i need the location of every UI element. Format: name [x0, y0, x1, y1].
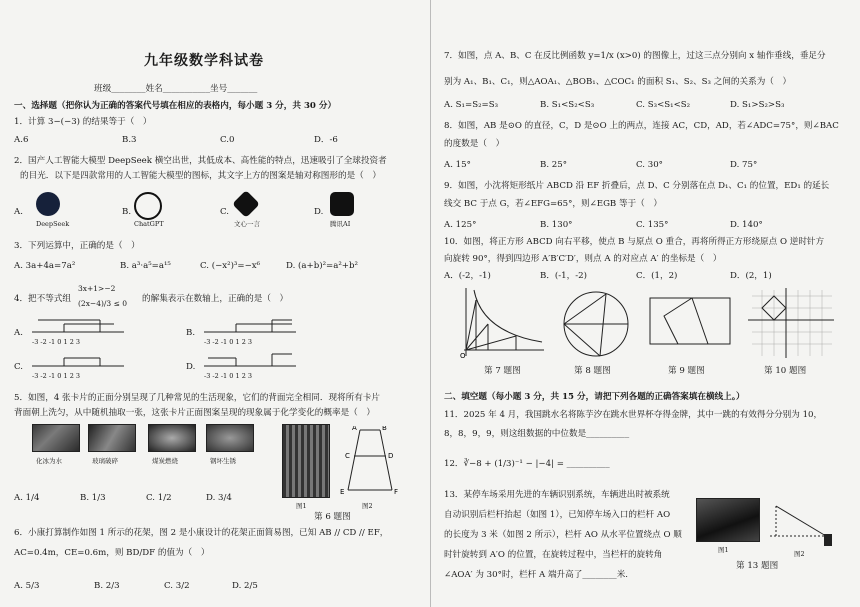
q4-ticks-b: -3 -2 -1 0 1 2 3 [204, 338, 253, 346]
exam-title: 九年级数学科试卷 [144, 53, 264, 69]
q12-stem: 12．∛−8 + (1/3)⁻¹ − |−4| = __________ [444, 459, 610, 469]
q7-option-a: A. S₁=S₂=S₃ [444, 100, 499, 110]
parking-gate-photo [696, 498, 760, 542]
svg-text:C: C [345, 452, 350, 460]
q4-ticks-a: -3 -2 -1 0 1 2 3 [32, 338, 81, 346]
q4-option-c: C. [14, 362, 24, 372]
svg-text:E: E [340, 488, 345, 496]
q4-option-a: A. [14, 328, 23, 338]
q5-option-a: A. 1/4 [14, 493, 40, 503]
q13-fig1-label: 图1 [718, 546, 729, 554]
q8-option-a: A. 15° [444, 160, 471, 170]
svg-text:O: O [460, 352, 466, 358]
fig7-caption: 第 7 题图 [484, 366, 521, 376]
fig10-caption: 第 10 题图 [764, 366, 807, 376]
flower-rack-photo [282, 424, 330, 498]
q8-stem-line1: 8．如图，AB 是⊙O 的直径，C，D 是⊙O 上的两点，连接 AC，CD，AD，若∠ADC=75°，则∠BAC [444, 121, 839, 131]
q10-option-c: C．(1，2) [636, 271, 678, 281]
q11-stem-line2: 8，8，9，9，则这组数据的中位数是__________ [444, 429, 630, 439]
q2-logo-label-d: 腾讯AI [330, 220, 351, 228]
q4-system-line1: 3x+1>−2 [78, 284, 116, 293]
q7-option-b: B. S₁<S₂<S₃ [540, 100, 595, 110]
q8-option-b: B. 25° [540, 160, 568, 170]
q7-hyperbola-figure [460, 286, 546, 358]
section2-header: 二、填空题（每小题 3 分，共 15 分，请把下列各题的正确答案填在横线上。） [444, 392, 745, 402]
q1-option-c: C.0 [220, 135, 235, 145]
q6-stem-line2: AC=0.4m，CE=0.6m，则 BD/DF 的值为（ ） [14, 548, 210, 558]
q10-option-b: B．(-1，-2) [540, 271, 587, 281]
q10-option-a: A．(-2，-1) [444, 271, 491, 281]
q9-stem-line2: 线交 BC 于点 G，若∠EFG=65°，则∠EGB 等于（ ） [444, 199, 662, 209]
card-caption-1: 化冰为水 [36, 457, 62, 465]
q13-line3: 的长度为 3 米（如图 2 所示），栏杆 AO 从水平位置绕点 O 顺 [444, 530, 682, 540]
q1-option-a: A.6 [14, 135, 29, 145]
q9-stem-line1: 9．如图，小沈将矩形纸片 ABCD 沿 EF 折叠后，点 D、C 分别落在点 D₁、C₁ 的位置，ED₁ 的延长 [444, 181, 830, 191]
q9-option-a: A. 125° [444, 220, 477, 230]
svg-text:B: B [382, 426, 387, 432]
q6-fig1-label: 图1 [296, 502, 307, 510]
section1-header: 一、选择题（把你认为正确的答案代号填在相应的表格内，每小题 3 分，共 30 分） [14, 101, 337, 111]
q4-stem-pre: 4．把不等式组 [14, 294, 72, 304]
q3-stem: 3．下列运算中，正确的是（ ） [14, 241, 140, 251]
svg-text:F: F [394, 488, 399, 496]
q2-logo-label-b: ChatGPT [134, 220, 164, 228]
q4-ticks-c: -3 -2 -1 0 1 2 3 [32, 372, 81, 380]
q1-option-d: D．-6 [314, 135, 338, 145]
q6-fig2-label: 图2 [362, 502, 373, 510]
card-rust-photo [206, 424, 254, 452]
card-glass-photo [88, 424, 136, 452]
q6-option-b: B. 2/3 [94, 581, 120, 591]
q13-line2: 自动识别后栏杆抬起（如图 1），已知停车场入口的栏杆 AO [444, 510, 671, 520]
q13-line4: 时针旋转到 A′O 的位置，在旋转过程中，当栏杆的旋转角 [444, 550, 663, 560]
q8-circle-figure [556, 286, 636, 362]
right-column [438, 0, 850, 607]
q1-stem: 1．计算 3−(−3) 的结果等于（ ） [14, 117, 152, 127]
q2-option-c: C. [220, 207, 230, 217]
q6-option-a: A. 5/3 [14, 581, 40, 591]
q3-option-d: D. (a+b)²=a²+b² [286, 261, 358, 271]
left-column [14, 0, 424, 607]
q3-option-b: B. a³·a⁵=a¹⁵ [120, 261, 171, 271]
q2-option-a: A. [14, 207, 23, 217]
q5-stem-line2: 背面朝上洗匀，从中随机抽取一张，这张卡片正面图案呈现的现象属于化学变化的概率是（ ） [14, 408, 375, 418]
q5-option-d: D. 3/4 [206, 493, 232, 503]
svg-text:A: A [352, 426, 357, 432]
q6-stem-line1: 6．小康打算制作如图 1 所示的花架，图 2 是小康设计的花架正面简易图，已知 AB // CD // EF， [14, 528, 389, 538]
q8-stem-line2: 的度数是（ ） [444, 139, 505, 149]
student-info-fields: 班级________姓名___________坐号_______ [94, 84, 258, 94]
q2-option-b: B. [122, 207, 132, 217]
q10-grid-figure [744, 286, 836, 362]
q6-fig-caption: 第 6 题图 [314, 512, 351, 522]
deepseek-whale-icon [36, 192, 60, 216]
q13-line5: ∠AOA′ 为 30°时，栏杆 A 端升高了________米. [444, 570, 629, 580]
q7-stem-line1: 7．如图，点 A、B、C 在反比例函数 y=1/x (x>0) 的图像上，过这三点分别向 x 轴作垂线，垂足分 [444, 51, 826, 61]
q6-option-c: C. 3/2 [164, 581, 190, 591]
q4-option-b: B. [186, 328, 196, 338]
q5-stem-line1: 5．如图，4 张卡片的正面分别呈现了几种常见的生活现象，它们的背面完全相同．现将所有卡片 [14, 393, 381, 403]
q7-option-c: C. S₃<S₁<S₂ [636, 100, 691, 110]
card-caption-3: 煤炭燃烧 [152, 457, 178, 465]
flower-rack-diagram [340, 426, 400, 498]
q5-option-c: C. 1/2 [146, 493, 172, 503]
q10-option-d: D．(2，1) [730, 271, 772, 281]
q3-option-a: A. 3a+4a=7a² [14, 261, 76, 271]
fig8-caption: 第 8 题图 [574, 366, 611, 376]
q2-logo-label-a: DeepSeek [36, 220, 70, 228]
q5-option-b: B. 1/3 [80, 493, 106, 503]
q2-stem-line1: 2．国产人工智能大模型 DeepSeek 横空出世，其低成本、高性能的特点，迅速吸引了全球投资者 [14, 156, 387, 166]
card-coal-photo [148, 424, 196, 452]
q8-option-c: C. 30° [636, 160, 663, 170]
q7-option-d: D. S₁>S₂>S₃ [730, 100, 785, 110]
q1-option-b: B.3 [122, 135, 137, 145]
q6-option-d: D. 2/5 [232, 581, 258, 591]
q2-logo-label-c: 文心一言 [234, 220, 260, 228]
q7-stem-line2: 别为 A₁、B₁、C₁，则△AOA₁、△BOB₁、△COC₁ 的面积 S₁、S₂、S₃ 之间的关系为（ ） [444, 77, 792, 87]
card-ice-photo [32, 424, 80, 452]
card-caption-4: 钢坏生锈 [210, 457, 236, 465]
q9-option-b: B. 130° [540, 220, 573, 230]
q4-stem-post: 的解集表示在数轴上，正确的是（ ） [142, 294, 289, 304]
fig9-caption: 第 9 题图 [668, 366, 705, 376]
q13-fig2-label: 图2 [794, 550, 805, 558]
q4-system-line2: (2x−4)/3 ≤ 0 [78, 299, 128, 308]
q13-fig-caption: 第 13 题图 [736, 561, 779, 571]
column-divider [430, 0, 431, 607]
q11-stem-line1: 11．2025 年 4 月，我国跳水名将陈芋汐在跳水世界杯夺得金牌，其中一跳的有效得分分别为 10， [444, 410, 823, 420]
wenxin-hex-icon [232, 190, 260, 218]
parking-gate-diagram [766, 494, 838, 548]
q9-option-d: D. 140° [730, 220, 763, 230]
q13-line1: 13．某停车场采用先进的车辆识别系统，车辆进出时被系统 [444, 490, 670, 500]
q10-stem-line2: 向旋转 90°，得到四边形 A′B′C′D′，则点 A 的对应点 A′ 的坐标是（ ） [444, 254, 722, 264]
q2-stem-line2: 的目光．以下是四款常用的人工智能大模型的图标，其文字上方的图案是轴对称图形的是（ ） [20, 171, 381, 181]
q4-ticks-d: -3 -2 -1 0 1 2 3 [204, 372, 253, 380]
q4-option-d: D. [186, 362, 196, 372]
chatgpt-knot-icon [134, 192, 162, 220]
q9-rectangle-figure [646, 292, 738, 352]
q3-option-c: C. (−x²)³=−x⁶ [200, 261, 261, 271]
card-caption-2: 玻璃破碎 [92, 457, 118, 465]
q8-option-d: D. 75° [730, 160, 758, 170]
svg-text:D: D [388, 452, 394, 460]
q10-stem-line1: 10．如图，将正方形 ABCD 向右平移，使点 B 与原点 O 重合，再将所得正方形绕原点 O 逆时针方 [444, 237, 825, 247]
tencent-ai-icon [330, 192, 354, 216]
q9-option-c: C. 135° [636, 220, 669, 230]
q2-option-d: D. [314, 207, 324, 217]
